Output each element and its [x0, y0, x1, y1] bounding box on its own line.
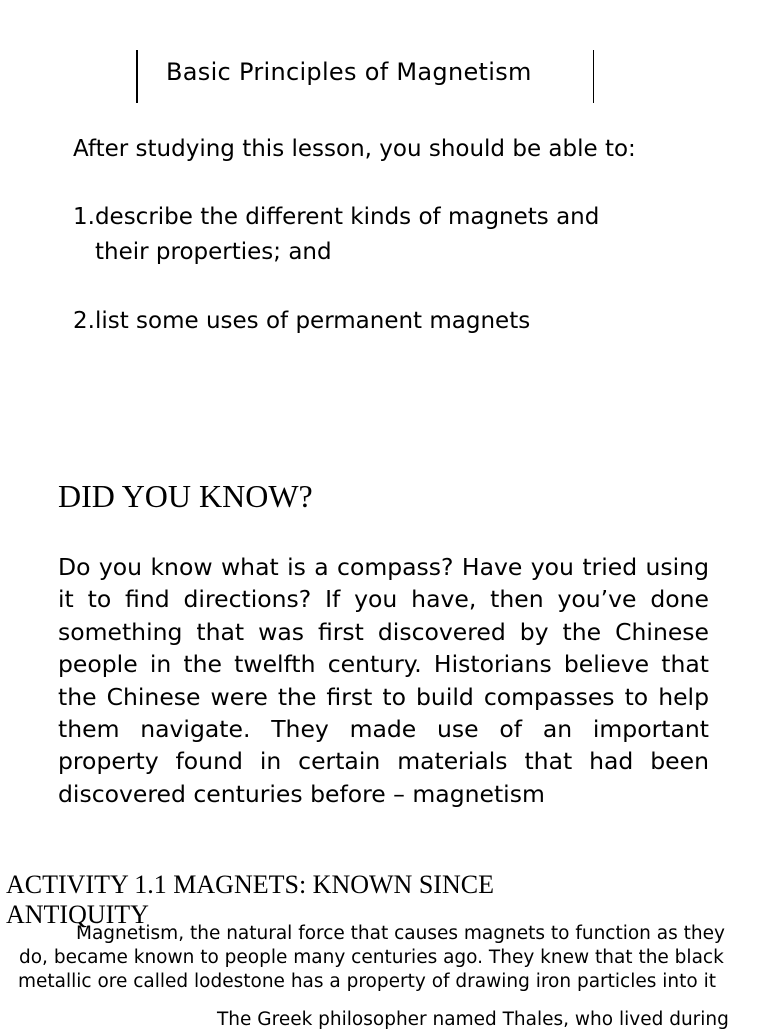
- objective-1-line-2: their properties; and: [95, 239, 332, 265]
- did-you-know-heading: DID YOU KNOW?: [58, 478, 313, 514]
- activity-text-line-2: do, became known to people many centuries ago. They knew that the black: [19, 947, 724, 968]
- activity-heading: ACTIVITY 1.1 MAGNETS: KNOWN SINCE ANTIQUITY: [6, 870, 494, 929]
- page-title: Basic Principles of Magnetism: [166, 58, 532, 86]
- objective-1-line-1: 1.describe the different kinds of magnets and: [73, 204, 600, 230]
- title-left-rule: [136, 50, 138, 103]
- title-right-rule: [593, 50, 594, 103]
- activity-text-line-1: Magnetism, the natural force that causes magnets to function as they: [76, 923, 725, 944]
- activity-text-line-3: metallic ore called lodestone has a property of drawing iron particles into it: [18, 971, 716, 992]
- activity-text-line-4: The Greek philosopher named Thales, who lived during: [217, 1009, 729, 1030]
- objectives-intro: After studying this lesson, you should be able to:: [73, 136, 636, 162]
- did-you-know-paragraph: Do you know what is a compass? Have you tried using it to find directions? If you have, then you’ve done something that was first discovered by the Chinese people in the twelfth century. Historians believe that the Chinese were the first to build compasses to help them navigate. They made use of an important property found in certain materials that had been discovered centuries before – magnetism: [58, 553, 709, 808]
- objective-2: 2.list some uses of permanent magnets: [73, 308, 531, 334]
